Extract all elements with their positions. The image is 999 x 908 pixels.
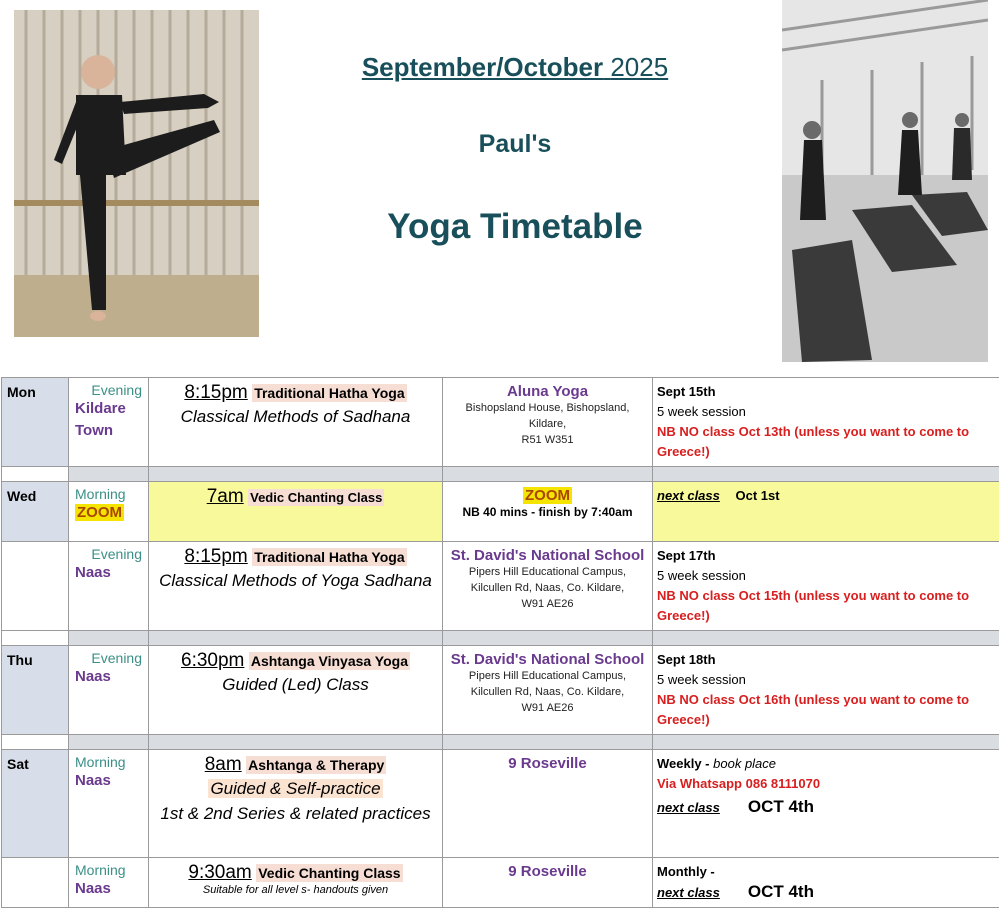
class-name: Vedic Chanting Class xyxy=(256,864,402,882)
day-cell xyxy=(2,858,69,908)
next-class-label: next class xyxy=(657,488,720,503)
session-cell xyxy=(69,750,149,858)
table-row xyxy=(2,646,999,735)
no-class-note: NB NO class Oct 16th (unless you want to come to Greece!) xyxy=(657,690,995,730)
class-note: Suitable for all level s- handouts given xyxy=(153,884,438,896)
table-row xyxy=(2,858,999,908)
info-cell xyxy=(653,646,999,735)
month-range: September/October xyxy=(362,52,603,82)
class-cell xyxy=(149,542,443,631)
day-cell: Mon xyxy=(2,378,69,467)
venue-name: St. David's National School xyxy=(447,547,648,564)
info-cell xyxy=(653,750,999,858)
start-date: Sept 18th xyxy=(657,650,995,670)
class-cell xyxy=(149,646,443,735)
venue-name: 9 Roseville xyxy=(447,863,648,880)
time-of-day: Evening xyxy=(75,546,142,562)
venue-cell xyxy=(443,482,653,542)
venue-note: NB 40 mins - finish by 7:40am xyxy=(447,505,648,519)
class-cell xyxy=(149,858,443,908)
session-length: 5 week session xyxy=(657,670,995,690)
frequency: Monthly - xyxy=(657,862,995,882)
booking-note: book place xyxy=(713,756,776,771)
venue-cell xyxy=(443,378,653,467)
location: Naas xyxy=(75,666,142,688)
venue-address xyxy=(447,400,648,448)
class-time: 8am xyxy=(205,754,242,775)
class-subtitle: Classical Methods of Sadhana xyxy=(153,404,438,429)
address-line: W91 AE26 xyxy=(447,596,648,612)
next-class-label: next class xyxy=(657,800,720,815)
location: Kildare Town xyxy=(75,398,142,442)
zoom-location: ZOOM xyxy=(75,504,124,521)
class-cell xyxy=(149,378,443,467)
class-time: 9:30am xyxy=(188,862,251,883)
day-cell: Sat xyxy=(2,750,69,858)
table-row xyxy=(2,542,999,631)
time-of-day: Evening xyxy=(75,650,142,666)
whatsapp-contact: Via Whatsapp 086 8111070 xyxy=(657,774,995,794)
next-class-date: OCT 4th xyxy=(748,882,814,901)
address-line: R51 W351 xyxy=(447,432,648,448)
venue-cell xyxy=(443,750,653,858)
table-row xyxy=(2,378,999,467)
session-length: 5 week session xyxy=(657,566,995,586)
venue-name: St. David's National School xyxy=(447,651,648,668)
address-line: Kildare, xyxy=(447,416,648,432)
date-heading xyxy=(290,52,740,83)
address-line: Bishopsland House, Bishopsland, xyxy=(447,400,648,416)
info-cell xyxy=(653,378,999,467)
venue-zoom: ZOOM xyxy=(523,487,572,504)
class-time: 7am xyxy=(207,486,244,507)
class-subtitle: Guided (Led) Class xyxy=(153,672,438,697)
session-cell xyxy=(69,542,149,631)
day-cell: Thu xyxy=(2,646,69,735)
time-of-day: Morning xyxy=(75,862,142,878)
owner-heading: Paul's xyxy=(290,130,740,159)
venue-address xyxy=(447,564,648,612)
session-cell xyxy=(69,858,149,908)
separator-row xyxy=(2,735,999,750)
start-date: Sept 17th xyxy=(657,546,995,566)
session-cell xyxy=(69,482,149,542)
no-class-note: NB NO class Oct 15th (unless you want to come to Greece!) xyxy=(657,586,995,626)
time-of-day: Morning xyxy=(75,754,142,770)
class-cell xyxy=(149,482,443,542)
class-name: Ashtanga Vinyasa Yoga xyxy=(249,652,410,670)
instructor-photo xyxy=(14,10,259,337)
next-class-date: OCT 4th xyxy=(748,797,814,816)
location: Naas xyxy=(75,770,142,792)
table-row xyxy=(2,750,999,858)
venue-name: Aluna Yoga xyxy=(447,383,648,400)
class-name: Vedic Chanting Class xyxy=(248,489,384,506)
session-cell xyxy=(69,378,149,467)
venue-cell xyxy=(443,646,653,735)
venue-cell xyxy=(443,858,653,908)
address-line: Pipers Hill Educational Campus, xyxy=(447,564,648,580)
time-of-day: Morning xyxy=(75,486,142,502)
info-cell xyxy=(653,858,999,908)
venue-name: 9 Roseville xyxy=(447,755,648,772)
day-cell xyxy=(2,542,69,631)
no-class-note: NB NO class Oct 13th (unless you want to come to Greece!) xyxy=(657,422,995,462)
info-cell xyxy=(653,542,999,631)
address-line: W91 AE26 xyxy=(447,700,648,716)
class-cell xyxy=(149,750,443,858)
time-of-day: Evening xyxy=(75,382,142,398)
address-line: Kilcullen Rd, Naas, Co. Kildare, xyxy=(447,684,648,700)
class-subtitle: Classical Methods of Yoga Sadhana xyxy=(153,568,438,593)
separator-row xyxy=(2,631,999,646)
class-name: Traditional Hatha Yoga xyxy=(252,548,406,566)
class-time: 8:15pm xyxy=(184,382,247,403)
frequency: Weekly - xyxy=(657,756,710,771)
address-line: Pipers Hill Educational Campus, xyxy=(447,668,648,684)
session-cell xyxy=(69,646,149,735)
class-subtitle: Guided & Self-practice xyxy=(208,779,382,798)
next-class-date: Oct 1st xyxy=(736,488,780,503)
location: Naas xyxy=(75,878,142,900)
session-length: 5 week session xyxy=(657,402,995,422)
studio-class-photo xyxy=(782,0,988,362)
info-cell xyxy=(653,482,999,542)
page-title: Yoga Timetable xyxy=(290,207,740,247)
class-name: Ashtanga & Therapy xyxy=(246,756,386,774)
venue-address xyxy=(447,668,648,716)
timetable xyxy=(1,377,999,908)
address-line: Kilcullen Rd, Naas, Co. Kildare, xyxy=(447,580,648,596)
day-cell: Wed xyxy=(2,482,69,542)
class-time: 6:30pm xyxy=(181,650,244,671)
year: 2025 xyxy=(610,52,668,82)
class-subtitle-2: 1st & 2nd Series & related practices xyxy=(153,801,438,826)
class-name: Traditional Hatha Yoga xyxy=(252,384,406,402)
venue-cell xyxy=(443,542,653,631)
location: Naas xyxy=(75,562,142,584)
next-class-label: next class xyxy=(657,885,720,900)
class-time: 8:15pm xyxy=(184,546,247,567)
start-date: Sept 15th xyxy=(657,382,995,402)
table-row xyxy=(2,482,999,542)
separator-row xyxy=(2,467,999,482)
